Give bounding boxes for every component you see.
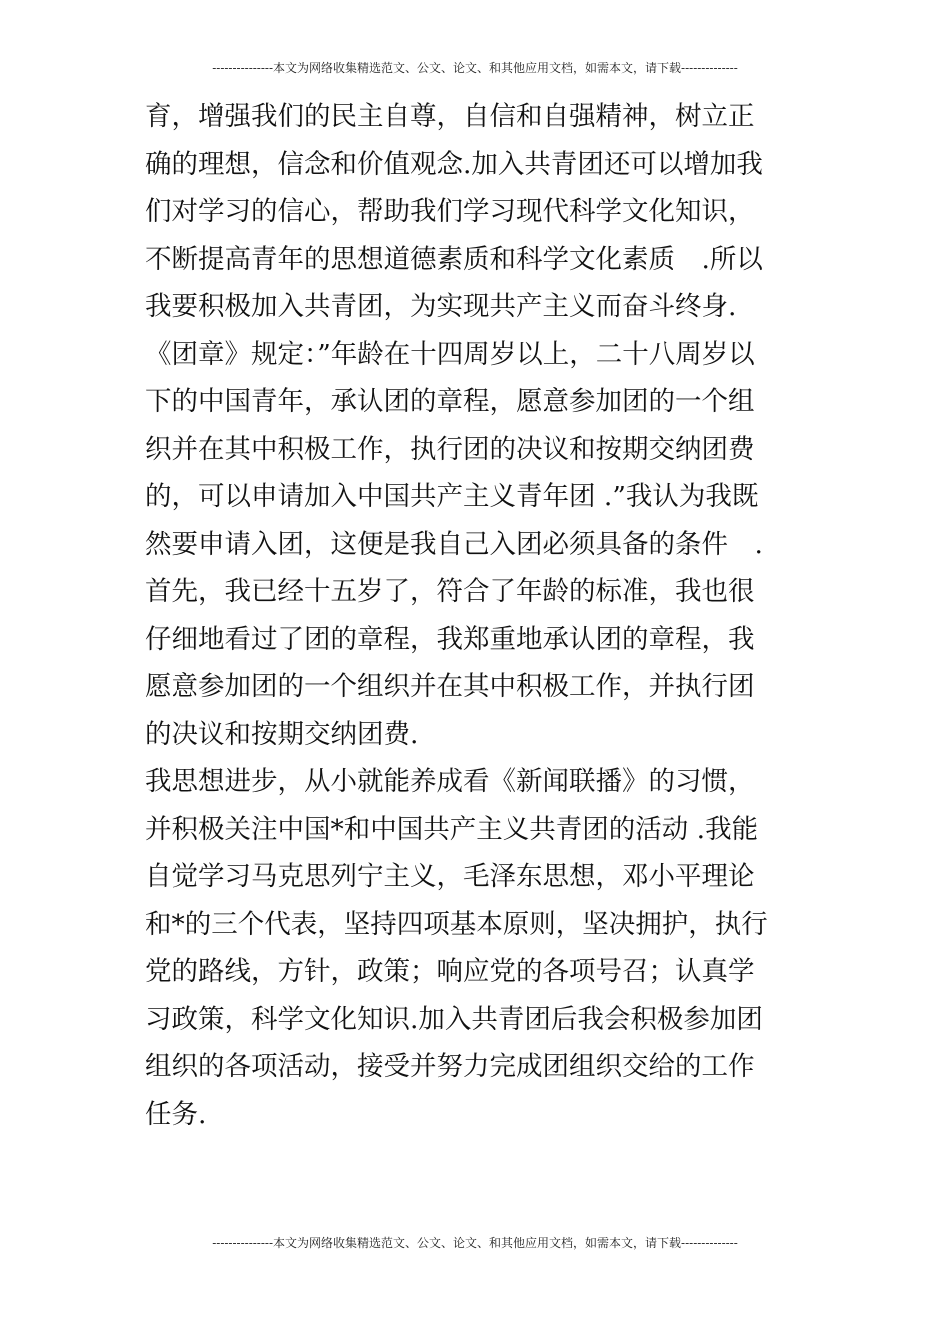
body-line: 首先，我已经十五岁了，符合了年龄的标准，我也很 [145,576,755,607]
body-line: 我要积极加入共青团，为实现共产主义而奋斗终身. [145,291,737,322]
document-body [145,93,810,1138]
body-line: 育，增强我们的民主自尊，自信和自强精神，树立正 [145,101,755,132]
body-line: 自觉学习马克思列宁主义，毛泽东思想，邓小平理论 [145,861,755,892]
body-line: 我思想进步，从小就能养成看《新闻联播》的习惯， [145,766,755,797]
body-line: 不断提高青年的思想道德素质和科学文化素质 .所以 [145,243,763,275]
body-line: 任务. [145,1098,207,1130]
page-footer: ---------------本文为网络收集精选范文、公文、论文、和其他应用文档，如需本文，请下载-------------- [212,1236,738,1250]
body-line: 织并在其中积极工作，执行团的决议和按期交纳团费 [145,433,755,465]
body-line: 的，可以申请加入中国共产主义青年团 .”我认为我既 [145,481,759,512]
body-line: 确的理想，信念和价值观念.加入共青团还可以增加我 [145,148,763,180]
body-line: 和*的三个代表，坚持四项基本原则，坚决拥护，执行 [145,908,768,940]
body-line: 组织的各项活动，接受并努力完成团组织交给的工作 [145,1051,755,1082]
body-line: 习政策，科学文化知识.加入共青团后我会积极参加团 [145,1003,763,1035]
body-line: 们对学习的信心，帮助我们学习现代科学文化知识， [145,196,755,227]
body-line: 愿意参加团的一个组织并在其中积极工作，并执行团 [145,671,755,702]
body-line: 党的路线，方针，政策；响应党的各项号召；认真学 [145,956,755,987]
body-line: 仔细地看过了团的章程，我郑重地承认团的章程，我 [145,623,755,655]
body-line: 《团章》规定：”年龄在十四周岁以上，二十八周岁以 [145,338,755,370]
body-line: 并积极关注中国*和中国共产主义共青团的活动 .我能 [145,813,759,845]
body-line: 的决议和按期交纳团费. [145,718,419,750]
body-line: 然要申请入团，这便是我自己入团必须具备的条件 . [145,528,763,560]
body-line: 下的中国青年，承认团的章程，愿意参加团的一个组 [145,386,755,417]
page-header: ---------------本文为网络收集精选范文、公文、论文、和其他应用文档，如需本文，请下载-------------- [212,61,738,75]
